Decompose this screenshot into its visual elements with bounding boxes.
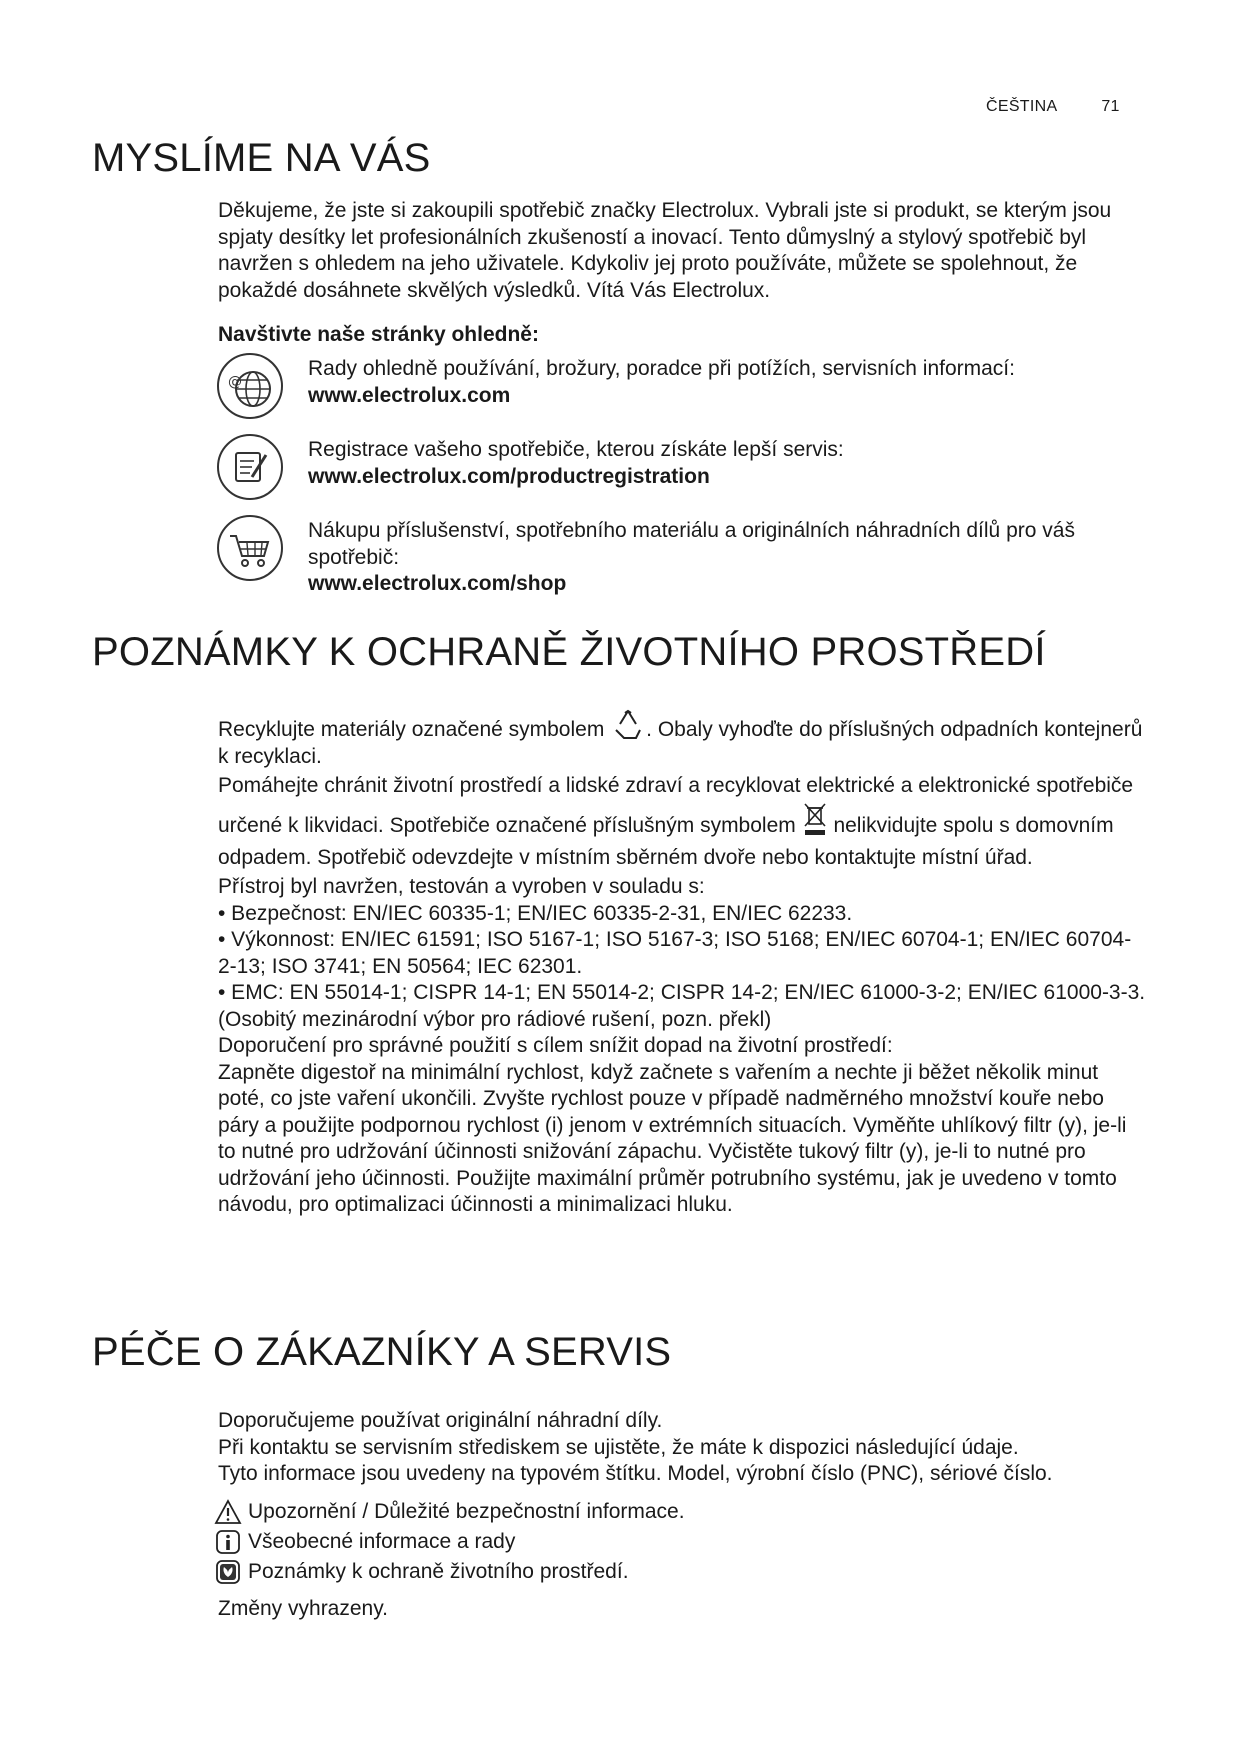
weee-paragraph	[218, 770, 1148, 874]
legend-item-info	[214, 1527, 1144, 1557]
cispr-note: (Osobitý mezinárodní výbor pro rádiové rušení, pozn. překl)	[218, 1007, 772, 1031]
globe-icon	[216, 352, 284, 420]
page-header	[986, 98, 1120, 116]
environment-paragraph	[218, 708, 1148, 1219]
recycle-paragraph	[218, 708, 1148, 770]
link-row-website	[216, 352, 1138, 420]
recycle-icon	[610, 708, 646, 740]
recycle-text-before: Recyklujte materiály označené symbolem	[218, 718, 605, 741]
registration-icon	[216, 433, 284, 501]
link-description: Nákupu příslušenství, spotřebního materiálu a originálních náhradních dílů pro váš spotřebič:	[308, 519, 1075, 569]
shop-link[interactable]: www.electrolux.com/shop	[308, 572, 567, 595]
environment-icon	[214, 1559, 242, 1585]
recycle-text-after: . Obaly vyhoďte do příslušných odpadních kontejnerů k recyklaci.	[218, 718, 1143, 768]
section-title-customer-care: PÉČE O ZÁKAZNÍKY A SERVIS	[92, 1330, 672, 1374]
compliance-emc: • EMC: EN 55014-1; CISPR 14-1; EN 55014-2; CISPR 14-2; EN/IEC 61000-3-2; EN/IEC 61000-3-3.	[218, 981, 1146, 1004]
link-description: Registrace vašeho spotřebiče, kterou získáte lepší servis:	[308, 438, 844, 461]
compliance-intro: Přístroj byl navržen, testován a vyroben v souladu s:	[218, 875, 705, 898]
legend-text: Upozornění / Důležité bezpečnostní informace.	[248, 1499, 685, 1523]
visit-heading: Navštivte naše stránky ohledně:	[218, 323, 539, 346]
weee-text-before: Pomáhejte chránit životní prostředí a lidské zdraví a recyklovat elektrické a elektronické spotřebiče určené k likvidaci. Spotřebiče označené příslušným symbolem	[218, 774, 1134, 837]
language-label: ČEŠTINA	[986, 98, 1057, 115]
info-icon	[214, 1529, 242, 1555]
legend-text: Všeobecné informace a rady	[248, 1529, 516, 1553]
recommendation-text: Zapněte digestoř na minimální rychlost, když začnete s vařením a nechte ji běžet několik minut poté, co jste vaření ukončili. Zvyšte rychlost pouze v případě nadměrného množství kouře nebo páry a použijte podpornou rychlost (i) jenom v extrémních situacích. Vyměňte uhlíkový filtr (y), je-li to nutné pro udržování účinnosti snižování zápachu. Vyčistěte tukový filtr (y), je-li to nutné pro udržování jeho účinnosti. Použijte maximální průměr potrubního systému, jak je uvedeno v tomto návodu, pro optimalizaci účinnosti a minimalizaci hluku.	[218, 1060, 1127, 1216]
legend-item-environment	[214, 1557, 1144, 1587]
intro-paragraph	[218, 198, 1148, 304]
compliance-performance: • Výkonnost: EN/IEC 61591; ISO 5167-1; ISO 5167-3; ISO 5168; EN/IEC 60704-1; EN/IEC 60704-2-13; ISO 3741; EN 50564; IEC 62301.	[218, 928, 1132, 978]
website-link[interactable]: www.electrolux.com	[308, 383, 511, 407]
recommendation-heading: Doporučení pro správné použití s cílem snížit dopad na životní prostředí:	[218, 1034, 893, 1057]
link-description: Rady ohledně používání, brožury, poradce při potížích, servisních informací:	[308, 357, 1015, 380]
footer-note: Změny vyhrazeny.	[218, 1597, 388, 1620]
section-title-thinking-of-you: MYSLÍME NA VÁS	[92, 136, 431, 180]
registration-link[interactable]: www.electrolux.com/productregistration	[308, 464, 710, 488]
cart-icon	[216, 514, 284, 582]
legend-text: Poznámky k ochraně životního prostředí.	[248, 1559, 629, 1583]
weee-text-after: nelikvidujte spolu s domovním odpadem. Spotřebič odevzdejte v místním sběrném dvoře nebo kontaktujte místní úřad.	[218, 814, 1114, 869]
section-title-environment: POZNÁMKY K OCHRANĚ ŽIVOTNÍHO PROSTŘEDÍ	[92, 630, 1046, 674]
warning-icon	[214, 1499, 242, 1525]
service-contact-text: Při kontaktu se servisním střediskem se ujistěte, že máte k dispozici následující údaje.	[218, 1435, 1019, 1459]
compliance-safety: • Bezpečnost: EN/IEC 60335-1; EN/IEC 60335-2-31, EN/IEC 62233.	[218, 901, 853, 925]
link-row-shop	[216, 514, 1138, 598]
svg-text:@: @	[228, 374, 242, 390]
rating-plate-text: Tyto informace jsou uvedeny na typovém štítku. Model, výrobní číslo (PNC), sériové číslo.	[218, 1462, 1053, 1485]
link-row-registration	[216, 433, 1138, 501]
crossed-bin-icon	[802, 802, 828, 836]
customer-care-paragraph	[218, 1408, 1148, 1488]
spare-parts-text: Doporučujeme používat originální náhradní díly.	[218, 1409, 663, 1432]
intro-text: Děkujeme, že jste si zakoupili spotřebič značky Electrolux. Vybrali jste si produkt, se kterým jsou spjaty desítky let profesionálních zkušeností a inovací. Tento důmyslný a stylový spotřebič byl navržen s ohledem na jeho uživatele. Kdykoliv jej proto používáte, můžete se spolehnout, že pokaždé dosáhnete skvělých výsledků. Vítá Vás Electrolux.	[218, 199, 1112, 302]
legend-item-warning	[214, 1497, 1144, 1527]
symbol-legend	[214, 1497, 1144, 1587]
page-number: 71	[1101, 98, 1120, 115]
